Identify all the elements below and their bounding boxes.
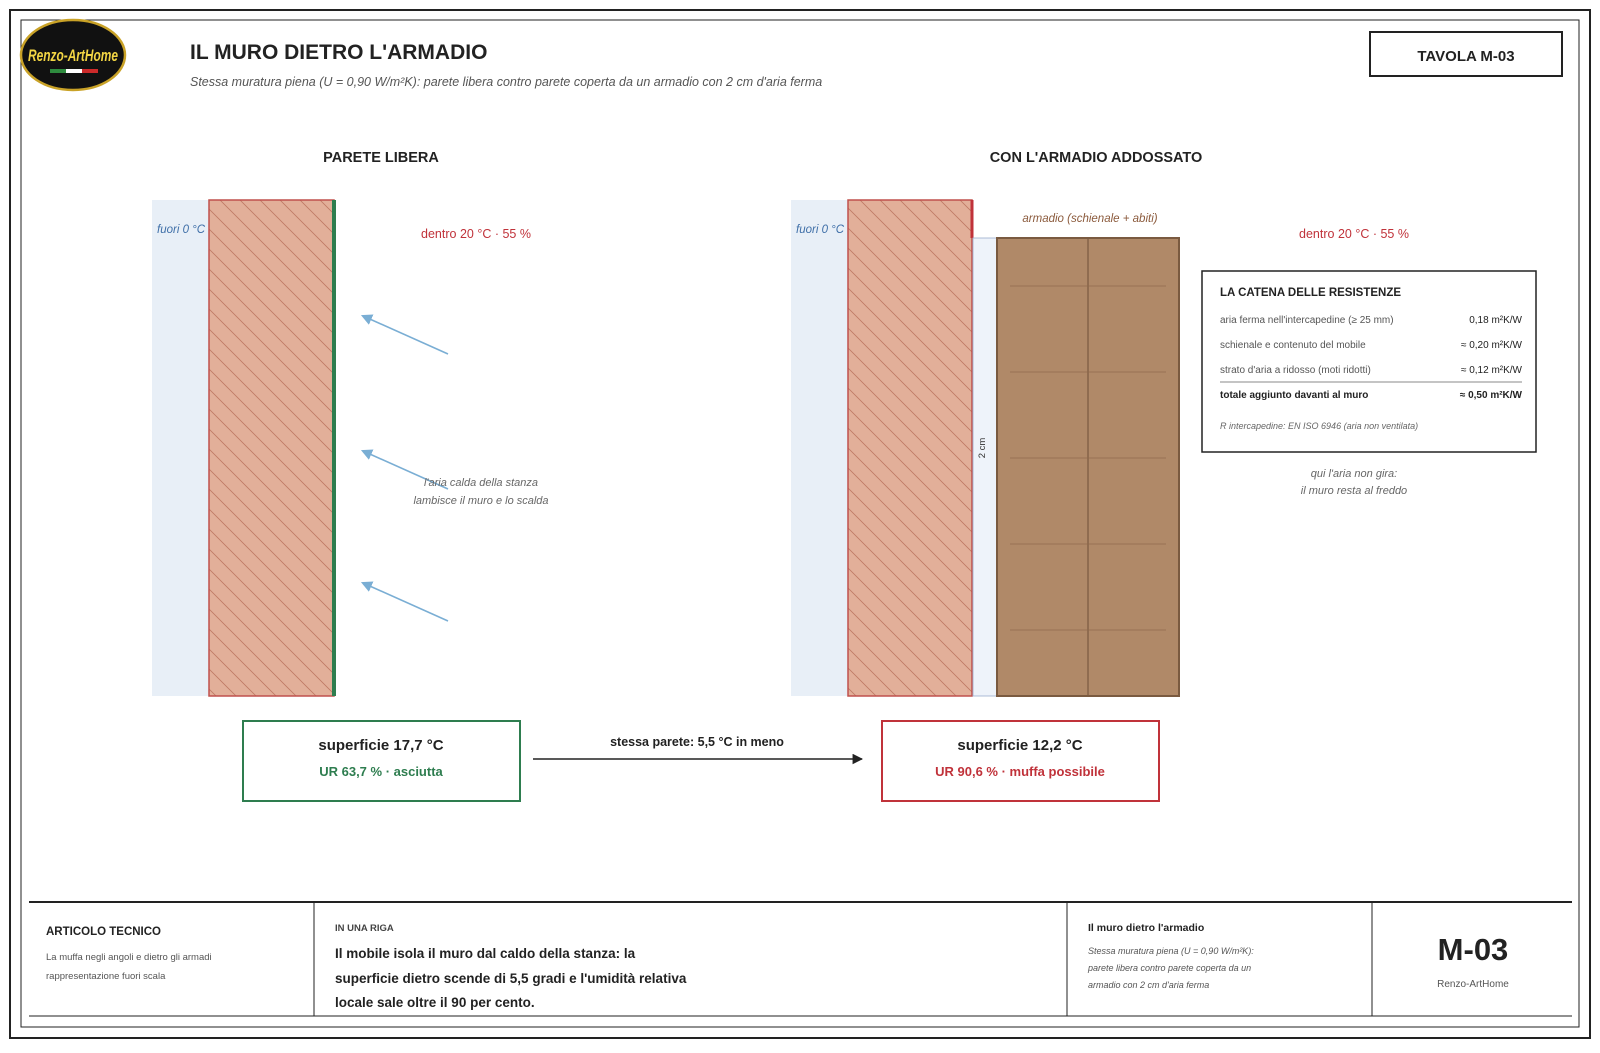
resistance-footnote: R intercapedine: EN ISO 6946 (aria non ventilata) [1220, 421, 1419, 431]
right-wall [848, 200, 972, 696]
warm-air-arrow-1 [363, 316, 448, 354]
resistance-title: LA CATENA DELLE RESISTENZE [1220, 287, 1402, 299]
comparison-label: stessa parete: 5,5 °C in meno [610, 735, 784, 749]
left-wall [209, 200, 334, 696]
resistance-row-value: ≈ 0,20 m²K/W [1460, 340, 1522, 351]
sheet-label: TAVOLA M-03 [1417, 48, 1515, 65]
logo-text: Renzo-ArtHome [28, 46, 118, 65]
right-note-line2: il muro resta al freddo [1300, 485, 1408, 497]
resistance-total-value: ≈ 0,50 m²K/W [1459, 390, 1522, 401]
summary-line1: Il mobile isola il muro dal caldo della stanza: la [335, 946, 636, 961]
summary-line3: locale sale oltre il 90 per cento. [335, 995, 535, 1010]
wardrobe-label: armadio (schienale + abiti) [1022, 213, 1158, 225]
resistance-total-label: totale aggiunto davanti al muro [1220, 390, 1369, 401]
flag-white [66, 69, 82, 73]
left-result-status: UR 63,7 % · asciutta [319, 764, 443, 779]
article-line1: La muffa negli angoli e dietro gli armadi [46, 952, 212, 963]
left-note-line2: lambisce il muro e lo scalda [413, 495, 549, 507]
resistance-row-label: aria ferma nell'intercapedine (≥ 25 mm) [1220, 315, 1394, 326]
right-result-title: superficie 12,2 °C [957, 737, 1083, 754]
left-result-box [243, 721, 520, 801]
resistance-row-value: 0,18 m²K/W [1469, 315, 1522, 326]
air-gap-label: 2 cm [977, 437, 988, 459]
info-title: Il muro dietro l'armadio [1088, 922, 1205, 934]
wardrobe [997, 238, 1179, 696]
left-outside-air [152, 200, 209, 696]
air-gap [973, 238, 997, 696]
left-note-line1: l'aria calda della stanza [423, 477, 539, 489]
sheet-code: M-03 [1437, 932, 1509, 967]
summary-label: IN UNA RIGA [335, 923, 394, 934]
resistance-row-label: strato d'aria a ridosso (moti ridotti) [1220, 365, 1371, 376]
left-heading: PARETE LIBERA [323, 150, 439, 166]
article-line2: rappresentazione fuori scala [46, 971, 166, 982]
flag-red [82, 69, 98, 73]
page-title: IL MURO DIETRO L'ARMADIO [190, 41, 488, 64]
flag-green [50, 69, 66, 73]
right-inside-label: dentro 20 °C · 55 % [1299, 227, 1409, 241]
resistance-row-value: ≈ 0,12 m²K/W [1460, 365, 1522, 376]
left-outside-label: fuori 0 °C [157, 224, 206, 236]
info-line2: parete libera contro parete coperta da un [1088, 963, 1252, 973]
article-label: ARTICOLO TECNICO [46, 926, 161, 938]
title-block [29, 902, 1572, 1016]
right-heading: CON L'ARMADIO ADDOSSATO [989, 150, 1203, 166]
info-line3: armadio con 2 cm d'aria ferma [1088, 980, 1210, 990]
info-line1: Stessa muratura piena (U = 0,90 W/m²K): [1088, 946, 1254, 956]
warm-air-arrow-3 [363, 583, 448, 621]
right-result-status: UR 90,6 % · muffa possibile [935, 764, 1105, 779]
right-outside-air [791, 200, 848, 696]
right-result-box [882, 721, 1159, 801]
resistance-row-label: schienale e contenuto del mobile [1220, 340, 1366, 351]
right-outside-label: fuori 0 °C [796, 224, 845, 236]
left-result-title: superficie 17,7 °C [318, 737, 444, 754]
brand-name: Renzo-ArtHome [1437, 979, 1509, 990]
resistance-table [1202, 271, 1536, 452]
summary-line2: superficie dietro scende di 5,5 gradi e l'umidità relativa [335, 971, 687, 986]
logo [21, 20, 125, 90]
left-inside-label: dentro 20 °C · 55 % [421, 227, 531, 241]
page-subtitle: Stessa muratura piena (U = 0,90 W/m²K): parete libera contro parete coperta da un armadio con 2 cm d'aria ferma [190, 75, 823, 89]
right-note-line1: qui l'aria non gira: [1310, 468, 1398, 480]
